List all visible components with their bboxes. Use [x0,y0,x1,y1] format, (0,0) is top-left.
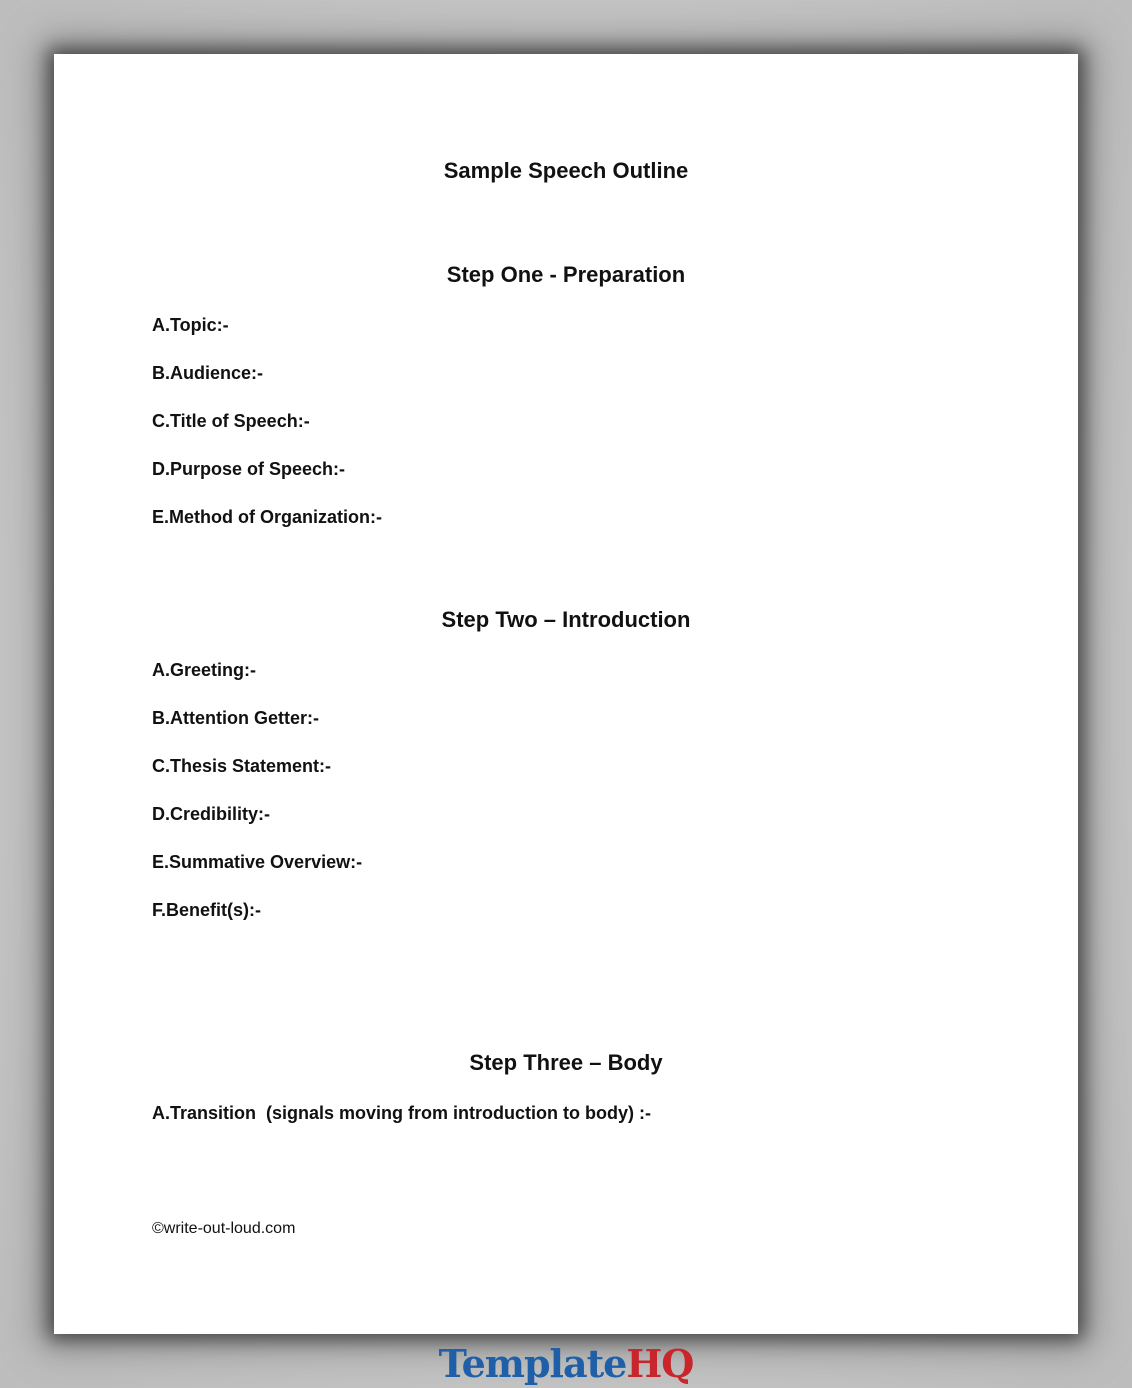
outline-item: A.Greeting:- [152,660,257,680]
outline-item: C.Thesis Statement:- [152,756,332,776]
outline-item: C.Title of Speech:- [152,411,310,431]
outline-item: E.Method of Organization:- [152,507,382,527]
outline-item: B.Attention Getter:- [152,708,319,728]
section-heading-preparation: Step One - Preparation [446,262,686,287]
copyright-notice: ©write-out-loud.com [152,1220,296,1237]
outline-item: A.Topic:- [152,315,229,335]
outline-item: F.Benefit(s):- [152,900,261,920]
document-page [54,54,1078,1334]
outline-item: D.Purpose of Speech:- [152,459,346,479]
outline-item: D.Credibility:- [152,804,271,824]
logo-text-hq: HQ [626,1341,694,1386]
document-title: Sample Speech Outline [443,158,689,183]
outline-item: B.Audience:- [152,363,264,383]
logo-text-template: Template [438,1341,627,1386]
outline-item: E.Summative Overview:- [152,852,363,872]
templatehq-logo [0,1340,1132,1388]
section-heading-body: Step Three – Body [469,1050,663,1075]
outline-item: A.Transition (signals moving from introduction to body) :- [152,1103,651,1123]
section-heading-introduction: Step Two – Introduction [441,607,691,632]
